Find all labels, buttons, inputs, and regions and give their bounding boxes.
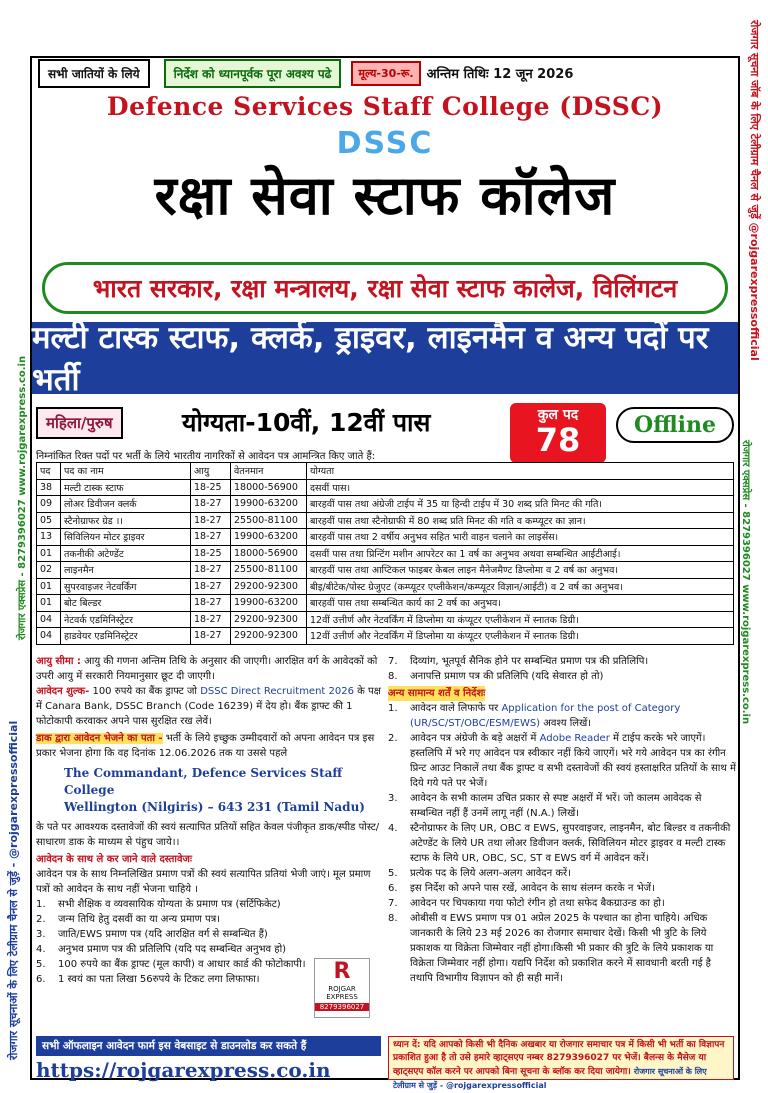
cell-post-name: स्टैनोग्राफर ग्रेड ।। xyxy=(61,512,191,529)
list-item-number: 5. xyxy=(388,868,398,879)
cell-posts: 05 xyxy=(37,512,61,529)
footer-website-link[interactable]: https://rojgarexpress.co.in xyxy=(36,1058,331,1082)
price-badge: मूल्य-30-रू. xyxy=(351,61,420,86)
list-item xyxy=(388,669,736,684)
left-side-text-telegram: रोजगार सूचनाओं के लिए टेलीग्राम चैनल से जुड़ें - @rojgarexpressofficial xyxy=(7,720,20,1060)
header-post-name: पद का नाम xyxy=(61,463,191,480)
cell-post-name: मल्टी टास्क स्टाफ xyxy=(61,479,191,496)
vacancy-table xyxy=(36,462,734,645)
cell-qualification: बारहवीं पास तथा अंग्रेजी टाईप में 35 या हिन्दी टाईप में 30 शब्द प्रति मिनट की गति। xyxy=(307,496,734,513)
footer-download-text: सभी ऑफलाइन आवेदन फार्म इस वेबसाइट से डाउनलोड कर सकते हैं xyxy=(36,1036,381,1056)
all-castes-badge: सभी जातियों के लिये xyxy=(38,59,150,88)
cell-pay-scale: 29200-92300 xyxy=(231,578,307,595)
list-item-text xyxy=(410,911,736,986)
cell-posts: 01 xyxy=(37,545,61,562)
government-banner: भारत सरकार, रक्षा मन्त्रालय, रक्षा सेवा स्टाफ कालेज, विलिंगटन xyxy=(42,262,728,314)
cell-pay-scale: 29200-92300 xyxy=(231,628,307,645)
age-limit-para xyxy=(36,654,381,684)
cell-age: 18-27 xyxy=(191,628,231,645)
total-posts-box xyxy=(510,403,606,463)
list-item xyxy=(36,942,381,957)
left-column xyxy=(36,654,381,987)
list-item-text-part: स्टैनोग्राफर के लिए UR, OBC व EWS, सुपरवाइजर, लाइनमैन, बोट बिल्डर व तकनीकी अटेण्डेंट के लिये UR तथा लोअर डिवीजन क्लर्क, सिविलियन मोटर ड्राइवर व मल्टी टास्क स्टाफ के लिये UR, OBC, SC, ST व EWS वर्ग में आवेदन करें। xyxy=(410,823,731,864)
table-row xyxy=(37,496,734,513)
cell-age: 18-27 xyxy=(191,578,231,595)
postal-text-2: के पते पर आवश्यक दस्तावेजों की स्वयं सत्यापित प्रतियों सहित केवल पंजीकृत डाक/स्पीड पोस्ट/साधारण डाक के माध्यम से पंहुच जाये।। xyxy=(36,822,380,848)
cell-post-name: बोट बिल्डर xyxy=(61,595,191,612)
list-item-number: 4. xyxy=(36,944,46,955)
postal-address xyxy=(64,765,381,816)
list-item-text-part: आवेदन के सभी कालम उचित प्रकार से स्पष्ट अक्षरों में भरें। जो कालम आवेदक से सम्बन्धित नहीं हैं उनमें लागू नहीं (N.A.) लिखें। xyxy=(410,793,702,819)
list-item-number: 1. xyxy=(36,899,46,910)
left-inner-strip xyxy=(12,0,28,1086)
list-item xyxy=(388,821,736,866)
total-posts-label: कुल पद xyxy=(537,407,579,423)
title-english: Defence Services Staff College (DSSC) xyxy=(106,92,664,121)
list-item xyxy=(36,912,381,927)
list-item-number: 3. xyxy=(388,793,398,804)
cell-posts: 13 xyxy=(37,529,61,546)
list-item-text: जाति/EWS प्रमाण पत्र (यदि आरक्षित वर्ग से सम्बन्धित हैं) xyxy=(58,929,268,940)
table-row xyxy=(37,595,734,612)
cell-post-name: लाइनमैन xyxy=(61,562,191,579)
cell-posts: 01 xyxy=(37,595,61,612)
logo-name: ROJGAR EXPRESS xyxy=(326,985,358,1001)
title-abbreviation: DSSC xyxy=(336,126,434,161)
list-item-number: 6. xyxy=(36,974,46,985)
cell-age: 18-25 xyxy=(191,545,231,562)
cell-post-name: सिविलियन मोटर ड्राइवर xyxy=(61,529,191,546)
cell-age: 18-27 xyxy=(191,562,231,579)
list-item-text xyxy=(410,701,736,731)
cell-post-name: तकनीकी अटेण्डेंट xyxy=(61,545,191,562)
fee-payee: DSSC Direct Recruitment 2026 xyxy=(200,686,354,697)
cell-qualification: 12वीं उत्तीर्ण और नेटवर्किंग में डिप्लोमा या कंप्यूटर एप्लीकेशन में स्नातक डिग्री। xyxy=(307,611,734,628)
list-item xyxy=(36,927,381,942)
cell-post-name: सुपरवाइजर नेटवर्किंग xyxy=(61,578,191,595)
table-row xyxy=(37,628,734,645)
list-item-text: 1 स्वयं का पता लिखा 56रुपये के टिकट लगा लिफाफा। xyxy=(58,974,260,985)
header-qualification: योग्यता xyxy=(307,463,734,480)
offline-badge: Offline xyxy=(616,407,734,443)
list-item-number: 8. xyxy=(388,671,398,682)
cell-posts: 02 xyxy=(37,562,61,579)
list-item-text: अनुभव प्रमाण पत्र की प्रतिलिपि (यदि पद सम्बन्धित अनुभव हो) xyxy=(58,944,287,955)
cell-pay-scale: 19900-63200 xyxy=(231,595,307,612)
postal-label: डाक द्वारा आवेदन भेजने का पता - xyxy=(36,733,163,744)
postal-para xyxy=(36,731,381,761)
cell-post-name: हाडवेयर एडमिनिस्ट्रेटर xyxy=(61,628,191,645)
cell-qualification: बारहवीं पास तथा स्टैनोग्राफी में 80 शब्द प्रति मिनट की गति व कम्प्यूटर का ज्ञान। xyxy=(307,512,734,529)
table-row xyxy=(37,611,734,628)
cell-pay-scale: 18000-56900 xyxy=(231,479,307,496)
documents-list-continued xyxy=(388,654,736,684)
conditions-list xyxy=(388,701,736,986)
total-posts-count: 78 xyxy=(535,421,581,459)
list-item-text xyxy=(410,881,736,896)
list-item-text: 100 रुपये का बैंक ड्राफ्ट (मूल कापी) व आधार कार्ड की फोटोकापी। xyxy=(58,959,306,970)
gender-badge: महिला/पुरुष xyxy=(36,407,123,439)
fee-text-1: 100 रुपये का बैंक ड्राफ्ट जो xyxy=(92,686,198,697)
footer-notice-text: ध्यान दें: यदि आपको किसी भी दैनिक अखबार या रोजगार समाचार पत्र में किसी भी भर्ती का विज्ञापन प्रकाशित हुआ है तो उसे हमारे व्हाट्सएप नम्बर 8279396027 पर भेजें। बैलन्स के मैसेज या व्हाट्सएप कॉल करने पर आपको बिना सूचना के ब्लॉक कर दिया जायेगा। xyxy=(393,1040,725,1077)
cell-qualification: 12वीं उत्तीर्ण और नेटवर्किंग में डिप्लोमा या कंप्यूटर एप्लीकेशन में स्नातक डिग्री। xyxy=(307,628,734,645)
cell-posts: 04 xyxy=(37,628,61,645)
documents-label: आवेदन के साथ ले कर जाने वाले दस्तावेजः xyxy=(36,854,192,865)
cell-pay-scale: 29200-92300 xyxy=(231,611,307,628)
list-item xyxy=(36,897,381,912)
list-item-text: दिव्यांग, भूतपूर्व सैनिक होने पर सम्बन्धित प्रमाण पत्र की प्रतिलिपि। xyxy=(410,656,649,667)
documents-text: आवेदन पत्र के साथ निम्नलिखित प्रमाण पत्रों की स्वयं सत्यापित प्रतियां भेजी जाएं। मूल प्रमाण पत्रों को आवेदन के साथ नहीं भेजना चाहिये । xyxy=(36,869,371,895)
header-age: आयु xyxy=(191,463,231,480)
cell-pay-scale: 25500-81100 xyxy=(231,562,307,579)
cell-qualification: दसवीं पास। xyxy=(307,479,734,496)
list-item-text: अनापत्ति प्रमाण पत्र की प्रतिलिपि (यदि सेवारत हो तो) xyxy=(410,671,604,682)
list-item-text xyxy=(410,791,736,821)
list-item-text-part: में टाईप करके भरे जाएगें। हस्तलिपि में भरे गए आवेदन पत्र स्वीकार नहीं किये जाएगें। भरे गये आवेदन पत्र का रंगीन प्रिन्ट आउट निकालें तथा बैंक ड्राफ्ट व सभी दस्तावेजों की स्वयं हस्ताक्षरित प्रतियों के साथ में दिये गये पते पर भेजें। xyxy=(410,733,736,789)
address-line-1: The Commandant, Defence Services Staff College xyxy=(64,766,343,797)
list-item-text-part: आवेदन पर चिपकाया गया फोटो रंगीन हो तथा सफेद बैकग्राउन्ड का हो। xyxy=(410,898,665,909)
logo-phone: 8279396027 xyxy=(315,1003,369,1011)
fee-para xyxy=(36,684,381,729)
cell-post-name: नेटवर्क एडमिनिस्ट्रेटर xyxy=(61,611,191,628)
logo-mark-icon: R xyxy=(333,959,351,984)
vacancy-table-body xyxy=(37,479,734,644)
cell-pay-scale: 19900-63200 xyxy=(231,529,307,546)
table-header-row xyxy=(37,463,734,480)
cell-pay-scale: 19900-63200 xyxy=(231,496,307,513)
list-item xyxy=(388,866,736,881)
posts-banner: मल्टी टास्क स्टाफ, क्लर्क, ड्राइवर, लाइनमैन व अन्य पदों पर भर्ती xyxy=(32,322,738,394)
list-item xyxy=(388,731,736,791)
fee-label: आवेदन शुल्क- xyxy=(36,686,90,697)
cell-qualification: बारहवीं पास तथा 2 वर्षीय अनुभव सहित भारी वाहन चलाने का लाइसेंस। xyxy=(307,529,734,546)
list-item-text-part: आवेदन पत्र अंग्रेजी के बड़े अक्षरों में xyxy=(410,733,537,744)
table-row xyxy=(37,545,734,562)
right-side-text-site: रोजगार एक्सप्रेस - 8279396027 www.rojgarexpress.co.in xyxy=(740,440,751,725)
right-inner-strip xyxy=(742,0,756,1086)
left-side-text-site: रोजगार एक्सप्रेस - 8279396027 www.rojgarexpress.co.in xyxy=(17,355,28,640)
cell-post-name: लोअर डिवीजन क्लर्क xyxy=(61,496,191,513)
cell-age: 18-27 xyxy=(191,496,231,513)
list-item-number: 7. xyxy=(388,656,398,667)
list-item-text-part: प्रत्येक पद के लिये अलग-अलग आवेदन करें। xyxy=(410,868,571,879)
header-posts: पद xyxy=(37,463,61,480)
right-column xyxy=(388,654,736,986)
right-side-text-telegram: रोजगार सूचना जॉब के लिए टेलीग्राम चैनल से जुड़ें @rojgarexpressofficial xyxy=(748,20,761,361)
cell-age: 18-27 xyxy=(191,595,231,612)
cell-posts: 01 xyxy=(37,578,61,595)
top-bar xyxy=(32,58,738,88)
list-item-emphasis: Adobe Reader xyxy=(539,733,610,744)
cell-pay-scale: 18000-56900 xyxy=(231,545,307,562)
list-item-text xyxy=(410,821,736,866)
table-row xyxy=(37,479,734,496)
cell-qualification: दसवीं पास तथा प्रिन्टिंग मशीन आपरेटर का 1 वर्ष का अनुभव अथवा सम्बन्धित आईटीआई। xyxy=(307,545,734,562)
list-item-text xyxy=(410,731,736,791)
list-item xyxy=(388,791,736,821)
table-row xyxy=(37,578,734,595)
footer-notice xyxy=(388,1036,734,1090)
footer-telegram-text: रोजगार सूचनाओं के लिए टेलीग्राम से जुड़ें - @rojgarexpressofficial xyxy=(393,1067,707,1090)
header-pay-scale: वेतनमान xyxy=(231,463,307,480)
list-item-number: 6. xyxy=(388,883,398,894)
table-row xyxy=(37,562,734,579)
list-item-number: 5. xyxy=(36,959,46,970)
address-line-2: Wellington (Nilgiris) – 643 231 (Tamil Nadu) xyxy=(64,800,365,814)
list-item-text: सभी शैक्षिक व व्यवसायिक योग्यता के प्रमाण पत्र (सर्टिफिकेट) xyxy=(58,899,281,910)
list-item xyxy=(388,911,736,986)
cell-age: 18-27 xyxy=(191,611,231,628)
instruction-badge: निर्देश को ध्यानपूर्वक पूरा अवश्य पढे xyxy=(164,59,342,88)
list-item-text xyxy=(410,866,736,881)
rojgar-express-logo xyxy=(314,958,370,1018)
list-item-number: 1. xyxy=(388,703,398,714)
cell-age: 18-27 xyxy=(191,512,231,529)
list-item-number: 7. xyxy=(388,898,398,909)
qualification-text: योग्यता-10वीं, 12वीं पास xyxy=(182,408,431,437)
list-item-number: 8. xyxy=(388,913,398,924)
list-item xyxy=(388,654,736,669)
cell-qualification: बारहवीं पास तथा सम्बन्धित कार्य का 2 वर्ष का अनुभव। xyxy=(307,595,734,612)
footer-left xyxy=(36,1036,381,1082)
list-item-text xyxy=(410,896,736,911)
general-conditions-label: अन्य सामान्य शर्तें व निर्देशः xyxy=(388,688,486,699)
list-item xyxy=(388,881,736,896)
list-item-text: जन्म तिथि हेतु दसवीं का या अन्य प्रमाण पत्र। xyxy=(58,914,221,925)
table-row xyxy=(37,529,734,546)
cell-qualification: बारहवीं पास तथा आप्टिकल फाइबर केबल लाइन मैनेजमैण्ट डिप्लोमा व 2 वर्ष का अनुभव। xyxy=(307,562,734,579)
title-hindi: रक्षा सेवा स्टाफ कॉलेज xyxy=(154,164,616,227)
table-row xyxy=(37,512,734,529)
list-item-emphasis: Application for the post of Category (UR/SC/ST/OBC/ESM/EWS) xyxy=(410,703,681,729)
list-item-number: 4. xyxy=(388,823,398,834)
list-item xyxy=(388,896,736,911)
list-item-number: 2. xyxy=(36,914,46,925)
cell-qualification: बीइ/बीटेक/पोस्ट ग्रेजुएट (कम्प्यूटर एप्लीकेशन/कम्प्यूटर विज्ञान/आईटी) व 2 वर्ष का अनुभव। xyxy=(307,578,734,595)
cell-age: 18-27 xyxy=(191,529,231,546)
fee-text-2: के पक्ष में Canara Bank, DSSC Branch (Code 16239) में देय हो। बैंक ड्राफ्ट की 1 फोटोकापी करवाकर अपने पास सुरक्षित रख लेवें। xyxy=(36,686,381,727)
list-item-number: 2. xyxy=(388,733,398,744)
list-item-text-part: आवेदन वाले लिफाफे पर xyxy=(410,703,499,714)
list-item-number: 3. xyxy=(36,929,46,940)
intro-text: निम्नांकित रिक्त पदों पर भर्ती के लिये भारतीय नागरिकों से आवेदन पत्र आमन्त्रित किए जाते हैं: xyxy=(36,451,376,462)
cell-posts: 04 xyxy=(37,611,61,628)
age-limit-label: आयु सीमा : xyxy=(36,656,81,667)
notice-page xyxy=(30,56,740,1090)
last-date: अन्तिम तिथिः 12 जून 2026 xyxy=(426,67,574,82)
cell-pay-scale: 25500-81100 xyxy=(231,512,307,529)
cell-posts: 38 xyxy=(37,479,61,496)
list-item-text-part: अवश्य लिखें। xyxy=(543,718,592,729)
cell-age: 18-25 xyxy=(191,479,231,496)
age-limit-text: आयु की गणना अन्तिम तिथि के अनुसार की जाएगी। आरक्षित वर्ग के आवेदकों को उपरी आयु में सरकारी नियमानुसार छूट दी जाएगी। xyxy=(36,656,378,682)
list-item-text-part: ओबीसी व EWS प्रमाण पत्र 01 अप्रेल 2025 के पश्चात का होना चाहिये। अधिक जानकारी के लिये 23 मई 2026 का रोजगार समाचार देखें। किसी भी त्रुटि के लिये प्रकाशक या विक्रेता जिम्मेवार नहीं होगा।किसी भी प्रकार की त्रुटि के लिये प्रकाशक या विक्रेता जिम्मेवार नहीं होगा। यद्यपि निर्देश को प्रकाशित करने में सावधानी बरती गई है तथापि विभागीय विज्ञापन को ही सही मानें। xyxy=(410,913,714,984)
postal-text: भर्ती के लिये इच्छुक उम्मीदवारों को अपना आवेदन पत्र इस प्रकार भेजना होगा कि वह दिनांक 12.06.2026 तक या उससे पहले xyxy=(36,733,375,759)
cell-posts: 09 xyxy=(37,496,61,513)
list-item-text-part: इस निर्देश को अपने पास रखें, आवेदन के साथ संलग्न करके न भेजें। xyxy=(410,883,655,894)
list-item xyxy=(388,701,736,731)
